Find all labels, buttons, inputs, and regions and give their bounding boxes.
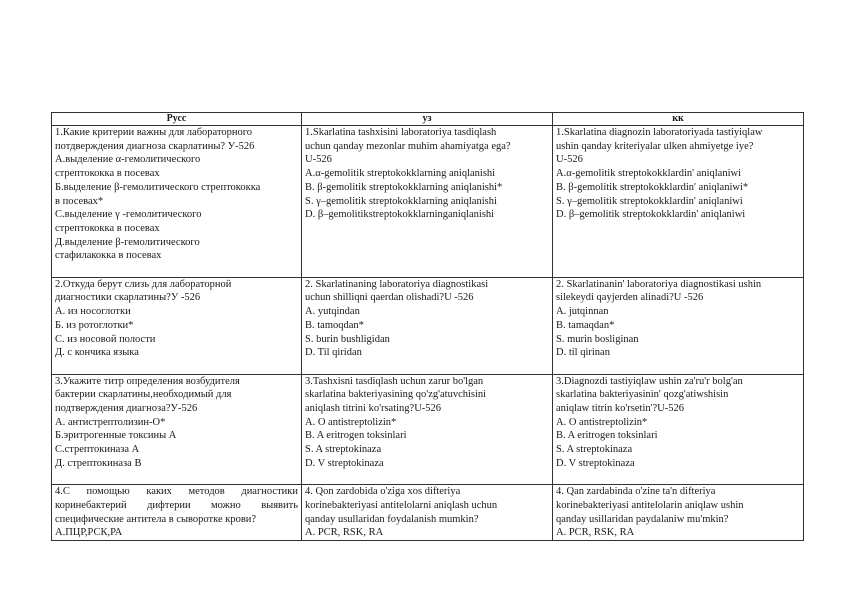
text-line: A. jutqinnan	[556, 306, 609, 318]
text-line: B. β-gemolitik streptokokklarning aniqlanishi*	[305, 181, 503, 193]
text-line: B. β-gemolitik streptokokklardin' aniqlaniwi*	[556, 181, 749, 193]
text-line: silekeydi qayjerden alinadi?U -526	[556, 292, 704, 304]
text-line: 2.Откуда берут слизь для лабораторной	[55, 278, 232, 290]
text-line: С. из носовой полости	[55, 333, 156, 345]
text-line: U-526	[556, 154, 583, 166]
text-line: специфические антитела в сыворотке крови?	[55, 513, 257, 525]
spacer	[55, 263, 298, 277]
text-line: S. A streptokinaza	[305, 444, 382, 456]
text-line: Б.выделение β-гемолитического стрептококка	[55, 181, 261, 193]
text-line: B. A eritrogen toksinlari	[305, 430, 407, 442]
text-line: потдверждения диагноза скарлатины? У-526	[55, 140, 255, 152]
text-line: С.выделение γ -гемолитического	[55, 209, 202, 221]
text-line: D. Til qiridan	[305, 347, 362, 359]
text-line: qanday usillaridan paydalaniw mu'mkin?	[556, 513, 729, 525]
text-line: uchun shilliqni qaerdan olishadi?U -526	[305, 292, 474, 304]
text-line: 3.Diagnozdi tastiyiqlaw ushin za'ru'r bolg'an	[556, 375, 743, 387]
text-line: А. из носоглотки	[55, 306, 131, 318]
text-line: D. β–gemolitikstreptokokklarninganiqlanishi	[305, 209, 495, 221]
text-line: 4. Qon zardobida o'ziga xos difteriya	[305, 486, 461, 498]
document-page	[51, 112, 803, 541]
text-line: aniqlaw titrin ko'rsetin'?U-526	[556, 403, 685, 415]
text-line: диагностики скарлатины?У -526	[55, 292, 201, 304]
text-line: подтверждения диагноза?У-526	[55, 403, 198, 415]
cell-karakalpak	[553, 126, 804, 278]
header-karakalpak: кк	[553, 113, 804, 126]
cell-russian	[52, 374, 302, 485]
text-line: S. A streptokinaza	[556, 444, 633, 456]
table-row	[52, 126, 804, 278]
text-line: D. V streptokinaza	[305, 457, 384, 469]
text-line: A. O antistreptolizin*	[556, 416, 648, 428]
text-line: korinebakteriyasi antitelolarin aniqlaw ushin	[556, 499, 744, 511]
text-line: 3.Укажите титр определения возбудителя	[55, 375, 240, 387]
questions-table	[51, 112, 804, 541]
header-russian: Русс	[52, 113, 302, 126]
table-row	[52, 374, 804, 485]
text-line: 2. Skarlatinaning laboratoriya diagnostikasi	[305, 278, 489, 290]
text-line: 3.Tashxisni tasdiqlash uchun zarur bo'lgan	[305, 375, 484, 387]
spacer	[55, 471, 298, 485]
text-line: B. A eritrogen toksinlari	[556, 430, 658, 442]
text-line: А.выделение α-гемолитического	[55, 154, 201, 166]
text-line: A. yutqindan	[305, 306, 360, 318]
text-line: S. murin bosliginan	[556, 333, 639, 345]
cell-uzbek	[302, 485, 553, 541]
text-line: в посевах*	[55, 195, 104, 207]
text-line: A. O antistreptolizin*	[305, 416, 397, 428]
text-line: Д. стрептокиназа В	[55, 457, 142, 469]
text-line: D. β–gemolitik streptokokklardin' aniqlaniwi	[556, 209, 746, 221]
text-line: aniqlash titrini ko'rsating?U-526	[305, 403, 442, 415]
text-line: korinebakteriyasi antitelolarni aniqlash uchun	[305, 499, 498, 511]
text-line: qanday usullaridan foydalanish mumkin?	[305, 513, 479, 525]
text-line: 1.Skarlatina tashxisini laboratoriya tasdiqlash	[305, 127, 497, 138]
text-line: 1.Skarlatina diagnozin laboratoriyada tastiyiqlaw	[556, 127, 763, 138]
text-line: бактерии скарлатины,необходимый для	[55, 389, 232, 401]
cell-uzbek	[302, 126, 553, 278]
text-line: коринебактерий дифтерии можно выявить	[55, 499, 298, 511]
text-line: B. tamoqdan*	[305, 319, 364, 331]
text-line: skarlatina bakteriyasining qo'zg'atuvchisini	[305, 389, 487, 401]
table-row	[52, 277, 804, 374]
text-line: S. γ–gemolitik streptokokklarning aniqlanishi	[305, 195, 497, 207]
text-line: A.α-gemolitik streptokokklarning aniqlanishi	[305, 168, 496, 180]
spacer	[55, 360, 298, 374]
text-line: Д. с кончика языка	[55, 347, 139, 359]
text-line: Б.эритрогенные токсины А	[55, 430, 177, 442]
text-line: ushin qanday kriteriyalar ulken ahmiyetge iye?	[556, 140, 754, 152]
text-line: S. γ–gemolitik streptokokklardin' aniqlaniwi	[556, 195, 743, 207]
cell-uzbek	[302, 374, 553, 485]
cell-russian	[52, 277, 302, 374]
text-line: U-526	[305, 154, 332, 166]
text-line: 4.С помощью каких методов диагностики	[55, 486, 298, 498]
table-header-row	[52, 113, 804, 126]
text-line: D. til qirinan	[556, 347, 610, 359]
text-line: Б. из ротоглотки*	[55, 319, 134, 331]
text-line: 2. Skarlatinanin' laboratoriya diagnostikasi ushin	[556, 278, 762, 290]
table-row	[52, 485, 804, 541]
cell-karakalpak	[553, 374, 804, 485]
text-line: uchun qanday mezonlar muhim ahamiyatga ega?	[305, 140, 511, 152]
text-line: skarlatina bakteriyasinin' qozg'atiwshisin	[556, 389, 729, 401]
text-line: S. burin bushligidan	[305, 333, 390, 345]
text-line: стрептококка в посевах	[55, 222, 160, 234]
header-uzbek: уз	[302, 113, 553, 126]
cell-russian	[52, 126, 302, 278]
text-line: 4. Qan zardabinda o'zine ta'n difteriya	[556, 486, 716, 498]
text-line: A. PCR, RSK, RA	[305, 527, 384, 539]
cell-karakalpak	[553, 485, 804, 541]
text-line: A. PCR, RSK, RA	[556, 527, 635, 539]
text-line: С.стрептокиназа А	[55, 444, 140, 456]
cell-uzbek	[302, 277, 553, 374]
text-line: A.α-gemolitik streptokokklardin' aniqlaniwi	[556, 168, 741, 180]
text-line: стрептококка в посевах	[55, 168, 160, 180]
text-line: B. tamaqdan*	[556, 319, 615, 331]
text-line: D. V streptokinaza	[556, 457, 635, 469]
text-line: 1.Какие критерии важны для лабораторного	[55, 127, 253, 138]
text-line: Д.выделение β-гемолитического	[55, 236, 200, 248]
cell-russian	[52, 485, 302, 541]
text-line: стафилакокка в посевах	[55, 250, 162, 262]
text-line: А. антистрептолизин-О*	[55, 416, 166, 428]
cell-karakalpak	[553, 277, 804, 374]
text-line: А.ПЦР,РСК,РА	[55, 527, 123, 539]
